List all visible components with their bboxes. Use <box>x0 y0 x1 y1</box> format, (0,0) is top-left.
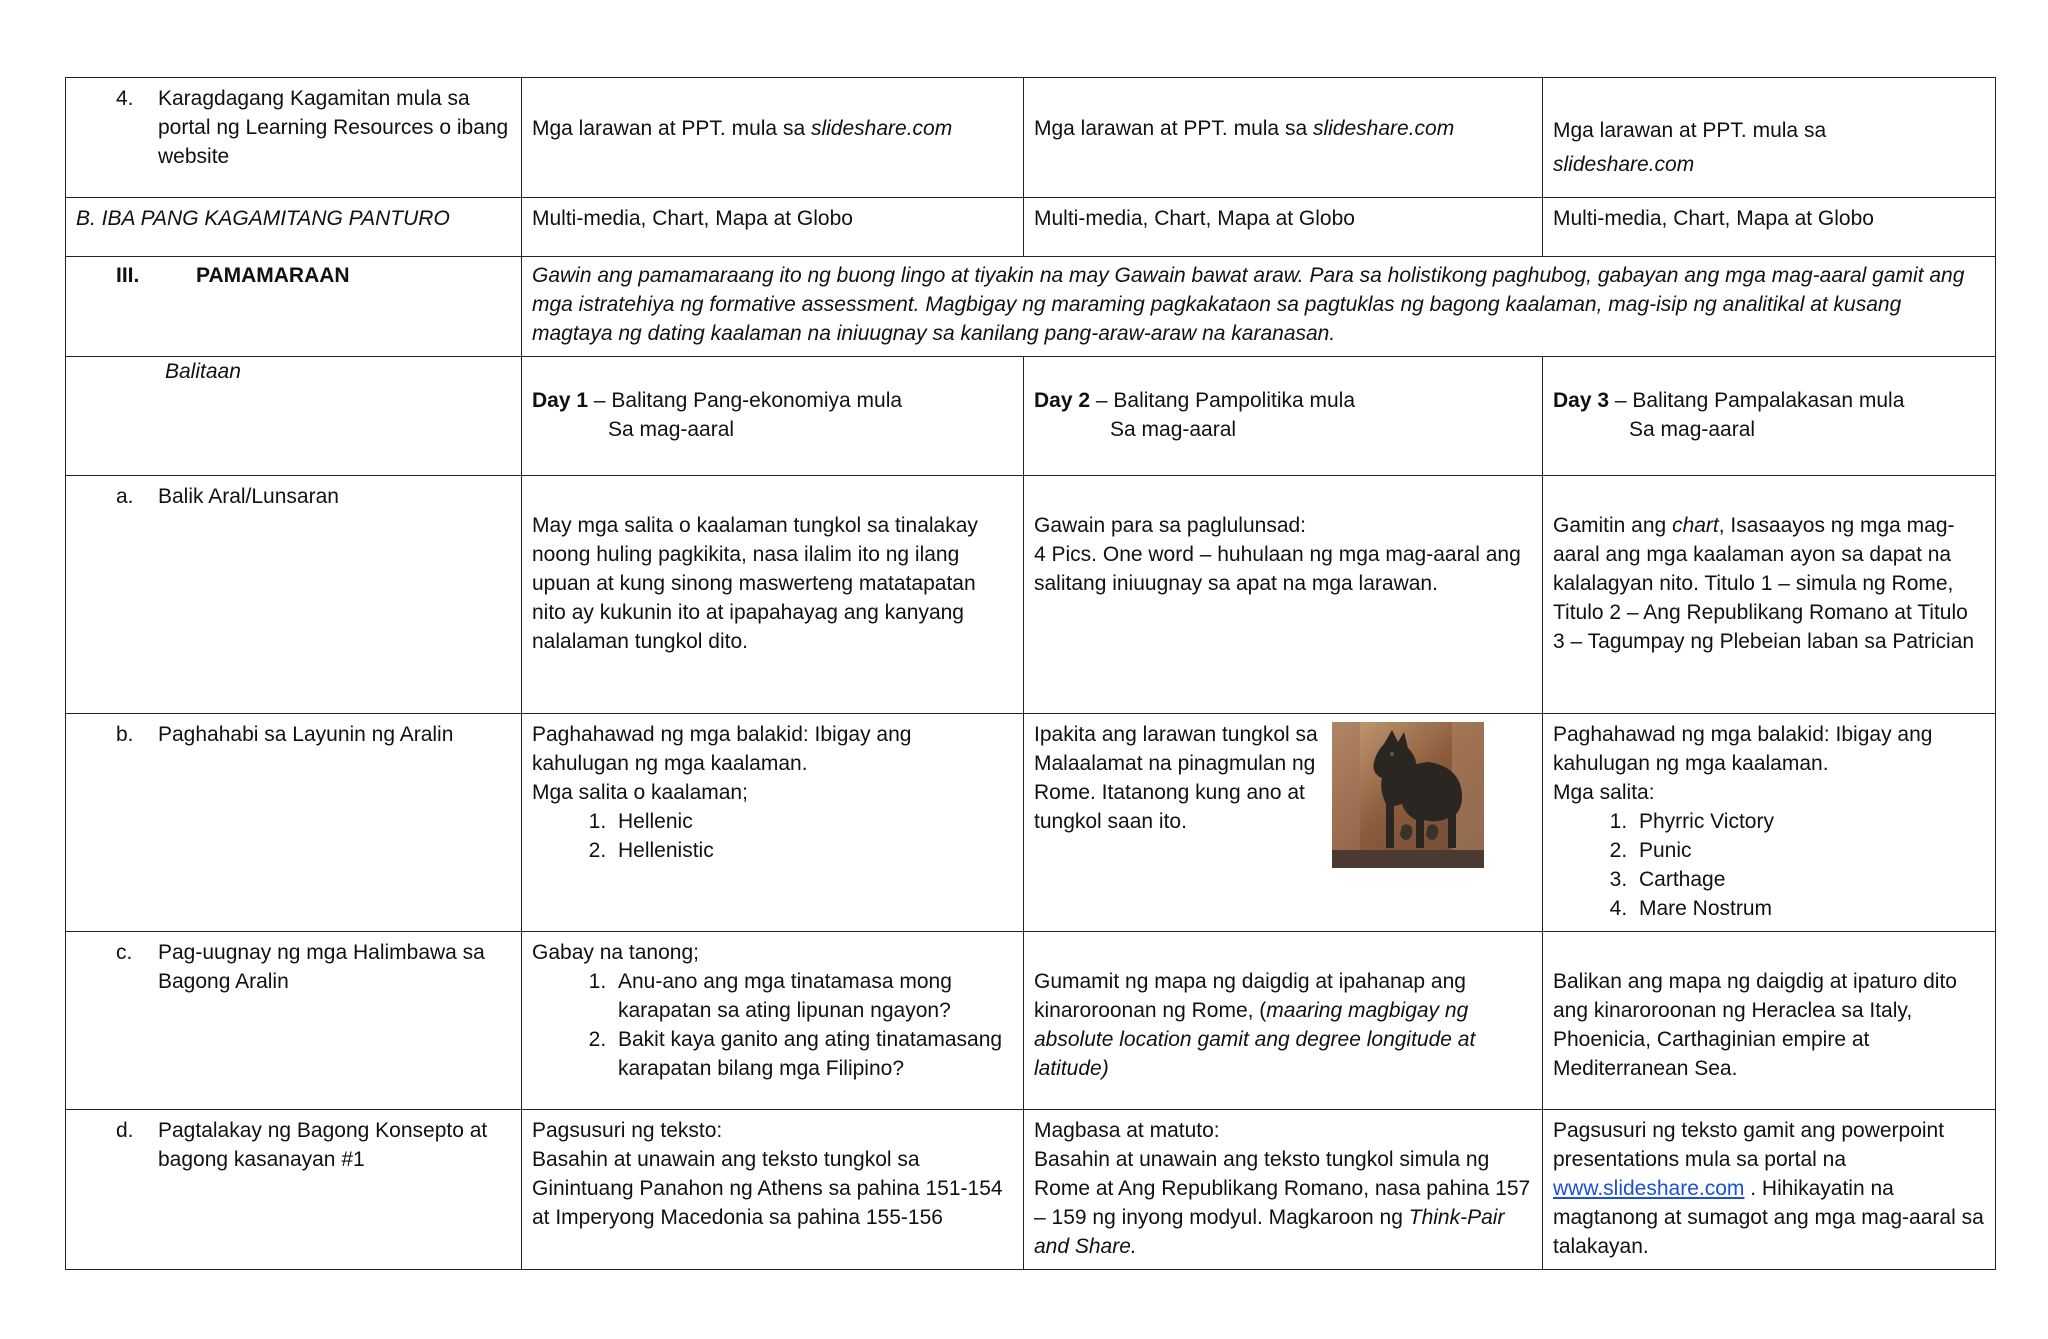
row-label-cell <box>66 714 522 932</box>
day1-cell <box>522 78 1024 198</box>
cell-text: Multi-media, Chart, Mapa at Globo <box>532 207 853 230</box>
day2-cell <box>1024 198 1543 257</box>
day1-cell <box>522 476 1024 714</box>
list-item: 1. Anu-ano ang mga tinatamasa mong karapatan sa ating lipunan ngayon? <box>612 967 1013 1025</box>
cell-text: Mga larawan at PPT. mula sa <box>532 117 811 140</box>
cell-text: May mga salita o kaalaman tungkol sa tinalakay noong huling pagkikita, nasa ilalim ito ng ilang upuan at kung sinong maswerteng matatapatan nito ay kukunin ito at ipapahayag ang kanyang nalalaman tungkol dito. <box>532 514 978 653</box>
cell-text: Gawain para sa paglulunsad: <box>1034 514 1307 537</box>
cell-text: Basahin at unawain ang teksto tungkol sa Ginintuang Panahon ng Athens sa pahina 151-154 at Imperyong Macedonia sa pahina 155-156 <box>532 1148 1003 1229</box>
day2-cell <box>1024 932 1543 1110</box>
cell-text: Basahin at unawain ang teksto tungkol simula ng Rome at Ang Republikang Romano, nasa pahina 157 – 159 ng inyong modyul. Magkaroon ng <box>1034 1148 1531 1229</box>
row-label: Balitaan <box>165 360 241 383</box>
row-label: Paghahabi sa Layunin ng Aralin <box>158 723 454 746</box>
cell-text: Sa mag-aaral <box>608 418 735 441</box>
section-title: PAMAMARAAN <box>196 264 350 287</box>
cell-text: Magbasa at matuto: <box>1034 1119 1220 1142</box>
table-row <box>66 198 1996 257</box>
day2-cell <box>1024 714 1543 932</box>
site-name: slideshare.com <box>810 117 953 140</box>
cell-text: – Balitang Pang-ekonomiya mula <box>588 389 903 412</box>
cell-text: Balikan ang mapa ng daigdig at ipaturo dito ang kinaroroonan ng Heraclea sa Italy, Phoenicia, Carthaginian empire at Mediterranean Sea. <box>1553 970 1957 1080</box>
list-item: 3. Carthage <box>1633 865 1985 894</box>
cell-text-italic: Think-Pair and Share. <box>1034 1206 1505 1258</box>
day3-cell <box>1543 932 1996 1110</box>
row-label: Balik Aral/Lunsaran <box>158 485 339 508</box>
item-number: 4. <box>116 87 134 110</box>
cell-text: Paghahawad ng mga balakid: Ibigay ang kahulugan ng mga kaalaman. <box>1553 723 1933 775</box>
table-row <box>66 78 1996 198</box>
day2-cell <box>1024 78 1543 198</box>
site-name: slideshare.com <box>1312 117 1455 140</box>
table-row <box>66 357 1996 476</box>
row-label-cell <box>66 257 522 357</box>
row-label-cell <box>66 198 522 257</box>
day-label: Day 1 <box>532 389 589 412</box>
row-label-cell <box>66 1110 522 1270</box>
item-letter: c. <box>116 941 133 964</box>
day1-cell <box>522 932 1024 1110</box>
cell-text: – Balitang Pampolitika mula <box>1090 389 1356 412</box>
cell-text: 4 Pics. One word – huhulaan ng mga mag-aaral ang salitang iniuugnay sa apat na mga larawan. <box>1034 543 1521 595</box>
cell-text: Ipakita ang larawan tungkol sa Malaalamat na pinagmulan ng Rome. Itatanong kung ano at tungkol saan ito. <box>1034 723 1318 833</box>
day3-cell <box>1543 78 1996 198</box>
cell-text: , Isasaayos ng mga mag-aaral ang mga kaalaman ayon sa dapat na kalalagyan nito. Titulo 1 – simula ng Rome, Titulo 2 – Ang Republikang Romano at Titulo 3 – Tagumpay ng Plebeian laban sa Patrician <box>1553 514 1975 653</box>
day1-cell <box>522 357 1024 476</box>
row-label: Karagdagang Kagamitan mula sa portal ng Learning Resources o ibang website <box>158 87 509 168</box>
row-label-cell <box>66 476 522 714</box>
table-row <box>66 476 1996 714</box>
day2-cell <box>1024 357 1543 476</box>
day1-cell <box>522 1110 1024 1270</box>
table-row <box>66 714 1996 932</box>
row-label: Pagtalakay ng Bagong Konsepto at bagong kasanayan #1 <box>158 1119 488 1171</box>
day3-cell <box>1543 357 1996 476</box>
row-label-cell <box>66 932 522 1110</box>
row-label: B. IBA PANG KAGAMITANG PANTURO <box>76 207 450 230</box>
cell-text: Pagsusuri ng teksto: <box>532 1119 723 1142</box>
cell-text: Mga salita: <box>1553 781 1655 804</box>
slideshare-link[interactable]: www.slideshare.com <box>1553 1177 1745 1200</box>
word-list <box>532 807 1013 865</box>
cell-text: Multi-media, Chart, Mapa at Globo <box>1553 207 1874 230</box>
row-label-cell <box>66 357 522 476</box>
table-row <box>66 932 1996 1110</box>
day1-cell <box>522 198 1024 257</box>
cell-text: Gumamit ng mapa ng daigdig at ipahanap ang kinaroroonan ng Rome, ( <box>1034 970 1466 1022</box>
day3-cell <box>1543 714 1996 932</box>
list-item: 2. Punic <box>1633 836 1985 865</box>
item-letter: a. <box>116 485 134 508</box>
day3-cell <box>1543 198 1996 257</box>
site-name: slideshare.com <box>1553 153 1695 176</box>
lesson-plan-table <box>65 77 1996 1270</box>
day2-cell <box>1024 476 1543 714</box>
list-item: 2. Hellenistic <box>612 836 1013 865</box>
lesson-plan-page <box>65 77 1995 1270</box>
cell-text: Pagsusuri ng teksto gamit ang powerpoint presentations mula sa portal na <box>1553 1119 1945 1171</box>
cell-text: Paghahawad ng mga balakid: Ibigay ang kahulugan ng mga kaalaman. <box>532 723 912 775</box>
list-item: 1. Hellenic <box>612 807 1013 836</box>
cell-text: Multi-media, Chart, Mapa at Globo <box>1034 207 1355 230</box>
day-label: Day 2 <box>1034 389 1091 412</box>
item-letter: b. <box>116 723 134 746</box>
list-item: 1. Phyrric Victory <box>1633 807 1985 836</box>
cell-text: Gabay na tanong; <box>532 941 699 964</box>
day1-cell <box>522 714 1024 932</box>
cell-text: Sa mag-aaral <box>1110 418 1237 441</box>
list-item: 4. Mare Nostrum <box>1633 894 1985 923</box>
cell-text: Mga larawan at PPT. mula sa <box>1034 117 1313 140</box>
instructions-cell <box>522 257 1996 357</box>
cell-text: – Balitang Pampalakasan mula <box>1609 389 1905 412</box>
question-list <box>532 967 1013 1083</box>
table-row <box>66 257 1996 357</box>
row-label: Pag-uugnay ng mga Halimbawa sa Bagong Aralin <box>158 941 485 993</box>
cell-text: Gamitin ang <box>1553 514 1673 537</box>
section-numeral: III. <box>116 264 140 287</box>
day-label: Day 3 <box>1553 389 1610 412</box>
day3-cell <box>1543 476 1996 714</box>
instructions-text: Gawin ang pamamaraang ito ng buong lingo at tiyakin na may Gawain bawat araw. Para sa holistikong paghubog, gabayan ang mga mag-aaral gamit ang mga istratehiya ng formative assessment. Magbigay ng maraming pagkakataon sa pagtuklas ng bagong kaalaman, mag-isip ng analitikal at kusang magtaya ng dating kaalaman na iniuugnay sa kanilang pang-araw-araw na karanasan. <box>532 264 1965 345</box>
cell-text: Mga salita o kaalaman; <box>532 781 748 804</box>
cell-text-italic: chart <box>1672 514 1719 537</box>
cell-text: . Hihikayatin na magtanong at sumagot ang mga mag-aaral sa talakayan. <box>1553 1177 1984 1258</box>
word-list <box>1553 807 1985 923</box>
row-label-cell <box>66 78 522 198</box>
cell-text-italic: maaring magbigay ng absolute location gamit ang degree longitude at latitude) <box>1034 999 1476 1080</box>
table-row <box>66 1110 1996 1270</box>
capitoline-wolf-image <box>1332 722 1484 868</box>
cell-text: Sa mag-aaral <box>1629 418 1756 441</box>
cell-text: Mga larawan at PPT. mula sa <box>1553 119 1827 142</box>
day2-cell <box>1024 1110 1543 1270</box>
item-letter: d. <box>116 1119 134 1142</box>
list-item: 2. Bakit kaya ganito ang ating tinatamasang karapatan bilang mga Filipino? <box>612 1025 1013 1083</box>
day3-cell <box>1543 1110 1996 1270</box>
